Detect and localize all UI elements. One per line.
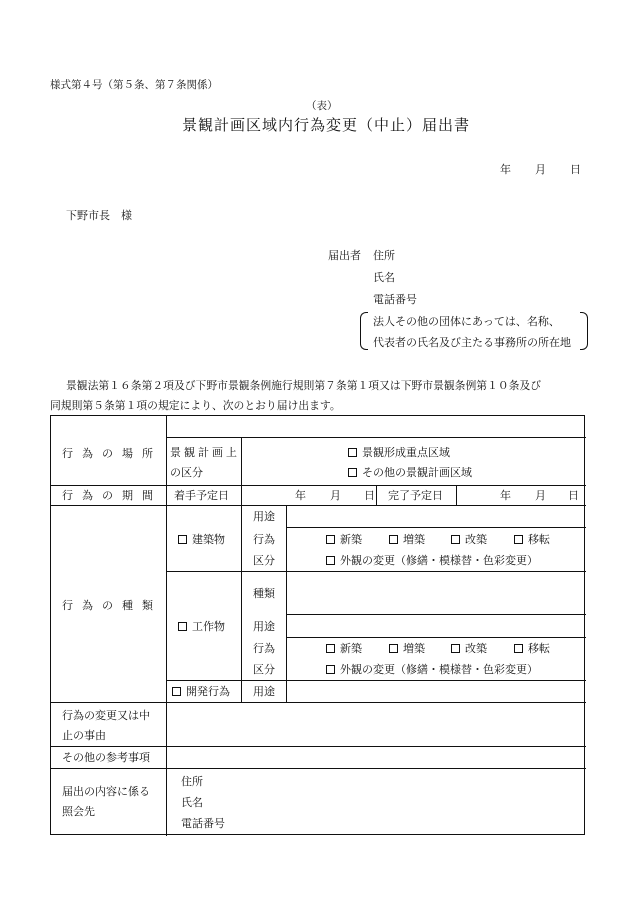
building-rebuild[interactable]: 改築 [451, 534, 487, 545]
kind-label: 行為の種類 [62, 599, 162, 612]
structure-rebuild[interactable]: 改築 [451, 643, 487, 654]
checkbox[interactable] [389, 644, 398, 653]
checkbox[interactable] [348, 468, 357, 477]
notifier-label: 届出者 [328, 249, 361, 262]
structure-extend[interactable]: 増築 [389, 643, 425, 654]
notifier-note-1: 法人その他の団体にあっては、名称、 [373, 315, 560, 328]
body-line-1: 景観法第１６条第２項及び下野市景観条例施行規則第７条第１項又は下野市景観条例第１０条及び [66, 379, 542, 392]
building-use-label: 用途 [253, 510, 275, 523]
date-year: 年 [500, 163, 511, 176]
date-month: 月 [535, 163, 546, 176]
start-month: 月 [330, 489, 341, 502]
notifier-name: 氏名 [373, 271, 395, 284]
building-relocate[interactable]: 移転 [514, 534, 550, 545]
building-new[interactable]: 新築 [326, 534, 362, 545]
checkbox[interactable] [451, 644, 460, 653]
reason-label-1: 行為の変更又は中 [62, 709, 150, 722]
structure-type-label: 種類 [253, 587, 275, 600]
checkbox[interactable] [326, 644, 335, 653]
structure-use-label: 用途 [253, 620, 275, 633]
place-label: 行為の場所 [62, 447, 162, 460]
checkbox[interactable] [389, 535, 398, 544]
checkbox[interactable] [326, 665, 335, 674]
development-option[interactable]: 開発行為 [172, 686, 230, 697]
addressee: 下野市長 様 [66, 209, 132, 222]
notifier-phone: 電話番号 [373, 293, 417, 306]
end-month: 月 [535, 489, 546, 502]
place-option-2[interactable]: その他の景観計画区域 [348, 467, 472, 478]
notifier-note-2: 代表者の氏名及び主たる事務所の所在地 [373, 336, 571, 349]
structure-new[interactable]: 新築 [326, 643, 362, 654]
contact-name: 氏名 [181, 796, 203, 809]
building-exterior[interactable]: 外観の変更（修繕・模様替・色彩変更） [326, 555, 538, 566]
checkbox[interactable] [451, 535, 460, 544]
notifier-address: 住所 [373, 249, 395, 262]
building-extend[interactable]: 増築 [389, 534, 425, 545]
page-title: 景観計画区域内行為変更（中止）届出書 [182, 116, 471, 134]
checkbox[interactable] [178, 622, 187, 631]
reason-label-2: 止の事由 [62, 729, 106, 742]
development-use-label: 用途 [253, 685, 275, 698]
structure-relocate[interactable]: 移転 [514, 643, 550, 654]
date-day: 日 [570, 163, 581, 176]
checkbox[interactable] [178, 535, 187, 544]
body-line-2: 同規則第５条第１項の規定により、次のとおり届け出ます。 [50, 399, 341, 412]
contact-label-2: 照会先 [62, 805, 95, 818]
place-sub-1: 景観計画上 [170, 446, 240, 459]
bracket-left [360, 312, 368, 350]
period-end-label: 完了予定日 [388, 489, 443, 502]
contact-address: 住所 [181, 775, 203, 788]
contact-label-1: 届出の内容に係る [62, 785, 150, 798]
checkbox[interactable] [172, 687, 181, 696]
form-side: （表） [306, 100, 338, 112]
notification-table [50, 415, 585, 835]
checkbox[interactable] [514, 535, 523, 544]
place-option-1[interactable]: 景観形成重点区域 [348, 447, 450, 458]
building-act-label-2: 区分 [253, 554, 275, 567]
start-year: 年 [295, 489, 306, 502]
other-label: その他の参考事項 [62, 751, 150, 764]
building-option[interactable]: 建築物 [178, 534, 225, 545]
end-day: 日 [568, 489, 579, 502]
structure-exterior[interactable]: 外観の変更（修繕・模様替・色彩変更） [326, 664, 538, 675]
end-year: 年 [500, 489, 511, 502]
contact-phone: 電話番号 [181, 817, 225, 830]
checkbox[interactable] [514, 644, 523, 653]
structure-option[interactable]: 工作物 [178, 621, 225, 632]
structure-act-label-2: 区分 [253, 663, 275, 676]
checkbox[interactable] [326, 556, 335, 565]
checkbox[interactable] [348, 448, 357, 457]
period-start-label: 着手予定日 [174, 489, 229, 502]
start-day: 日 [364, 489, 375, 502]
bracket-right [580, 312, 588, 350]
building-act-label-1: 行為 [253, 533, 275, 546]
checkbox[interactable] [326, 535, 335, 544]
place-sub-2: の区分 [170, 466, 203, 479]
form-number: 様式第４号（第５条、第７条関係） [50, 79, 218, 91]
period-label: 行為の期間 [62, 489, 162, 502]
structure-act-label-1: 行為 [253, 642, 275, 655]
